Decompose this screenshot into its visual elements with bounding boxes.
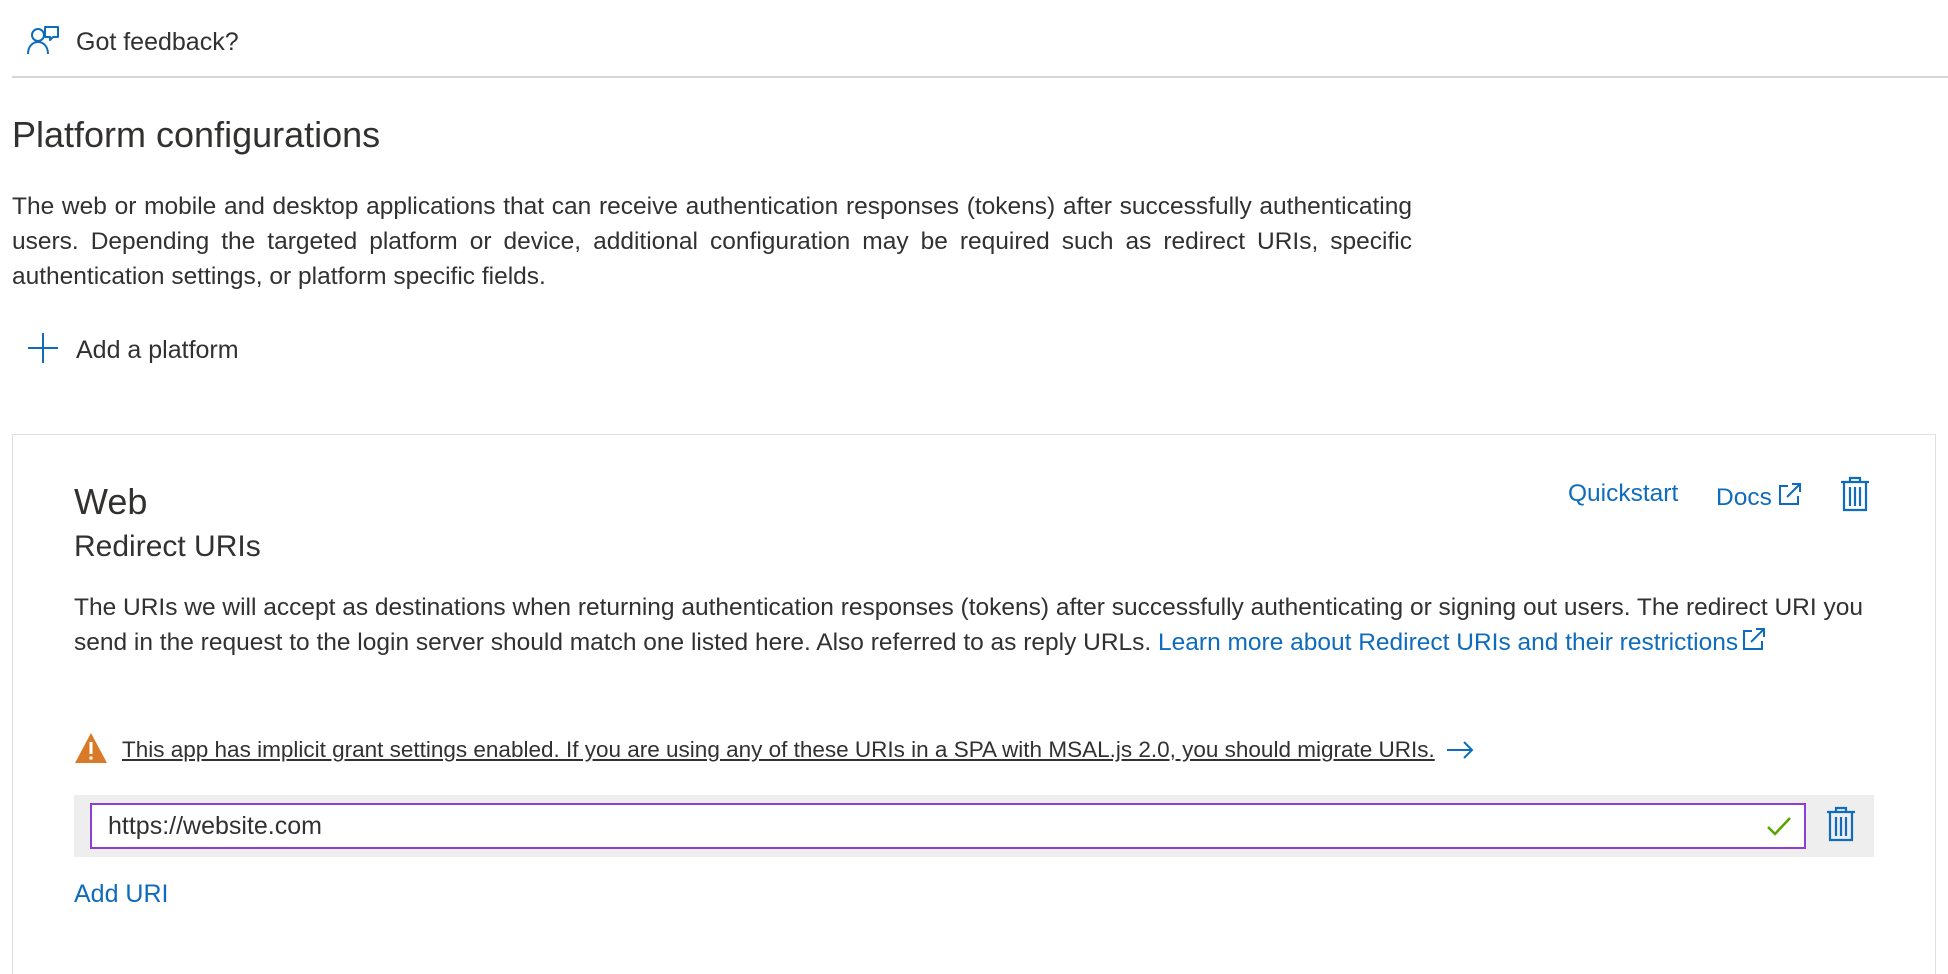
docs-label: Docs <box>1716 483 1772 511</box>
web-platform-card <box>12 434 1936 974</box>
redirect-uris-title: Redirect URIs <box>74 530 261 563</box>
redirect-uris-description-text: The URIs we will accept as destinations when returning authentication responses (tokens) after successfully authenticating or signing out users. The redirect URI you send in the request to the login server should match one listed here. Also referred to as reply URLs. <box>74 594 1863 656</box>
warning-message: This app has implicit grant settings enabled. If you are using any of these URIs in a SPA with MSAL.js 2.0, you should migrate URIs. <box>122 737 1435 762</box>
page-title: Platform configurations <box>12 114 381 155</box>
learn-more-label: Learn more about Redirect URIs and their restrictions <box>1158 629 1739 656</box>
learn-more-redirect-link[interactable] <box>1158 629 1768 656</box>
feedback-person-icon <box>26 23 60 62</box>
page-description: The web or mobile and desktop applications that can receive authentication responses (tokens) after successfully authenticating users. Depending the targeted platform or device, additional configuration may be required such as redirect URIs, specific authentication settings, or platform specific fields. <box>12 193 1412 290</box>
add-platform-button[interactable] <box>26 330 239 370</box>
quickstart-link[interactable]: Quickstart <box>1568 480 1679 507</box>
redirect-uris-description <box>74 590 1874 663</box>
add-platform-label: Add a platform <box>76 335 239 364</box>
feedback-divider <box>12 76 1948 78</box>
redirect-uri-input[interactable] <box>92 805 1742 847</box>
external-link-icon <box>1776 480 1804 515</box>
external-link-icon <box>1740 625 1768 663</box>
add-uri-link[interactable]: Add URI <box>74 880 169 908</box>
warning-triangle-icon <box>74 732 108 769</box>
delete-uri-button[interactable] <box>1824 806 1858 846</box>
trash-icon <box>1826 806 1856 847</box>
arrow-right-icon <box>1445 740 1475 760</box>
feedback-bar <box>0 0 1948 78</box>
plus-icon <box>26 331 60 370</box>
redirect-uri-row <box>74 795 1874 857</box>
implicit-grant-warning[interactable] <box>74 730 1475 770</box>
redirect-uri-field <box>90 803 1806 849</box>
feedback-button[interactable] <box>26 22 239 62</box>
web-card-title: Web <box>74 481 148 522</box>
docs-link[interactable] <box>1716 480 1804 515</box>
feedback-label: Got feedback? <box>76 27 239 56</box>
checkmark-icon <box>1766 814 1792 838</box>
delete-platform-button[interactable] <box>1838 476 1872 516</box>
trash-icon <box>1840 476 1870 517</box>
